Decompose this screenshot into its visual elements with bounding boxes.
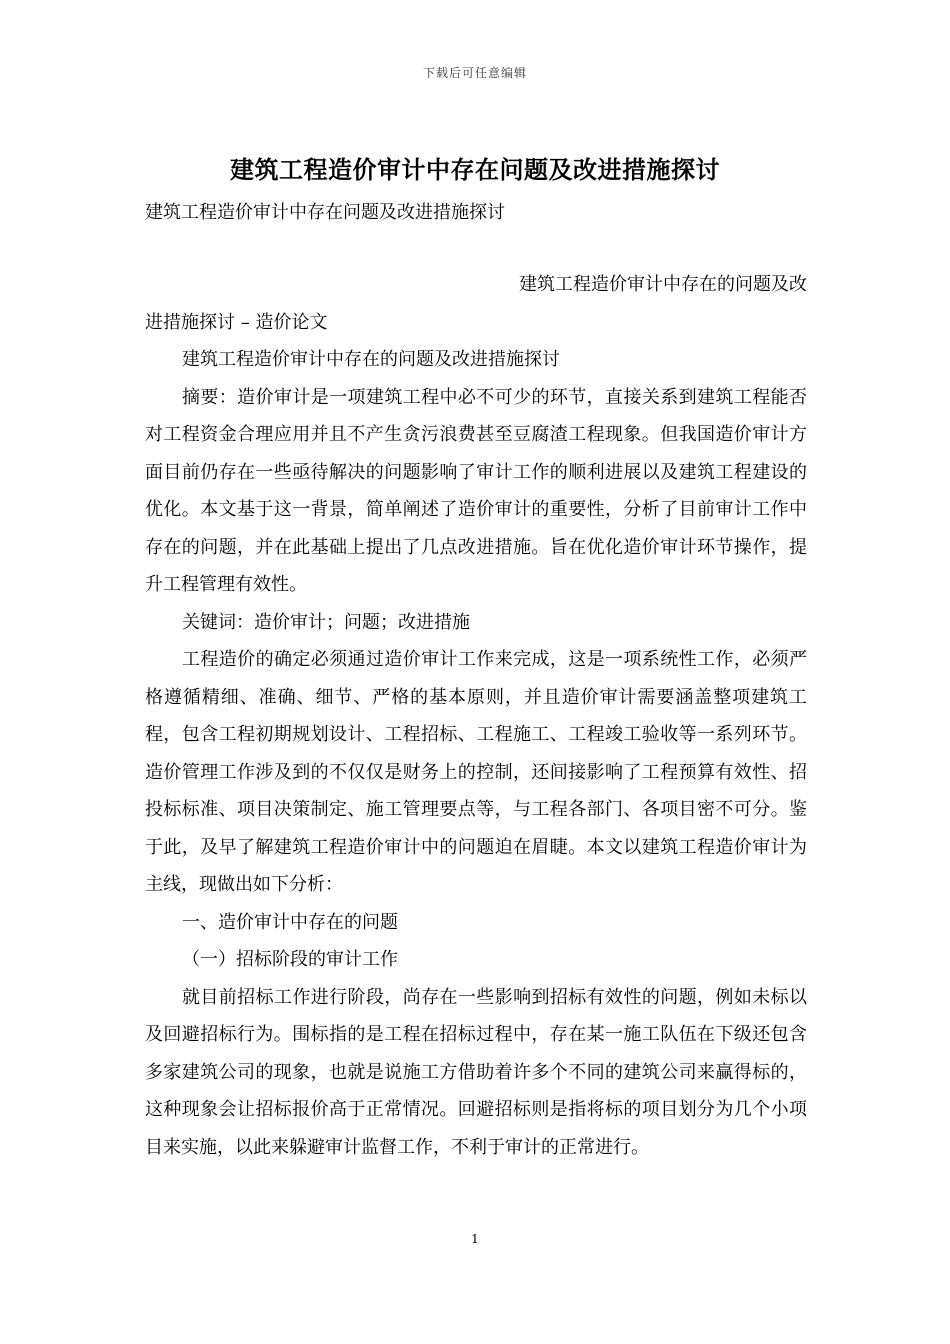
body-paragraph: 就目前招标工作进行阶段，尚存在一些影响到招标有效性的问题，例如未标以及回避招标行为。围标指的是工程在招标过程中，存在某一施工队伍在下级还包含多家建筑公司的现象，也就是说施工方借助着许多个不同的建筑公司来赢得标的，这种现象会让招标报价高于正常情况。回避招标则是指将标的项目划分为几个小项目来实施，以此来躲避审计监督工作，不利于审计的正常进行。 [145,986,807,1158]
keywords-paragraph: 关键词：造价审计；问题；改进措施 [182,611,470,633]
abstract-paragraph: 摘要：造价审计是一项建筑工程中必不可少的环节，直接关系到建筑工程能否对工程资金合理应用并且不产生贪污浪费甚至豆腐渣工程现象。但我国造价审计方面目前仍存在一些亟待解决的问题影响了审计工作的顺利进展以及建筑工程建设的优化。本文基于这一背景，简单阐述了造价审计的重要性，分析了目前审计工作中存在的问题，并在此基础上提出了几点改进措施。旨在优化造价审计环节操作，提升工程管理有效性。 [145,386,807,595]
document-subtitle: 建筑工程造价审计中存在问题及改进措施探讨 [145,202,505,223]
source-line-1: 建筑工程造价审计中存在的问题及改 [519,274,807,295]
document-body [145,266,807,1166]
subsection-heading-1: （一）招标阶段的审计工作 [182,949,398,970]
source-line-2: 进措施探讨 – 造价论文 [145,311,328,333]
intro-paragraph: 工程造价的确定必须通过造价审计工作来完成，这是一项系统性工作，必须严格遵循精细、准确、细节、严格的基本原则，并且造价审计需要涵盖整项建筑工程，包含工程初期规划设计、工程招标、工程施工、工程竣工验收等一系列环节。造价管理工作涉及到的不仅仅是财务上的控制，还间接影响了工程预算有效性、招投标标准、项目决策制定、施工管理要点等，与工程各部门、各项目密不可分。鉴于此，及早了解建筑工程造价审计中的问题迫在眉睫。本文以建筑工程造价审计为主线，现做出如下分析： [145,649,807,895]
header-note: 下载后可任意编辑 [422,66,527,80]
document-title: 建筑工程造价审计中存在问题及改进措施探讨 [230,155,720,184]
section-heading-1: 一、造价审计中存在的问题 [182,911,398,933]
page-number: 1 [471,1232,479,1246]
article-heading: 建筑工程造价审计中存在的问题及改进措施探讨 [182,349,560,370]
